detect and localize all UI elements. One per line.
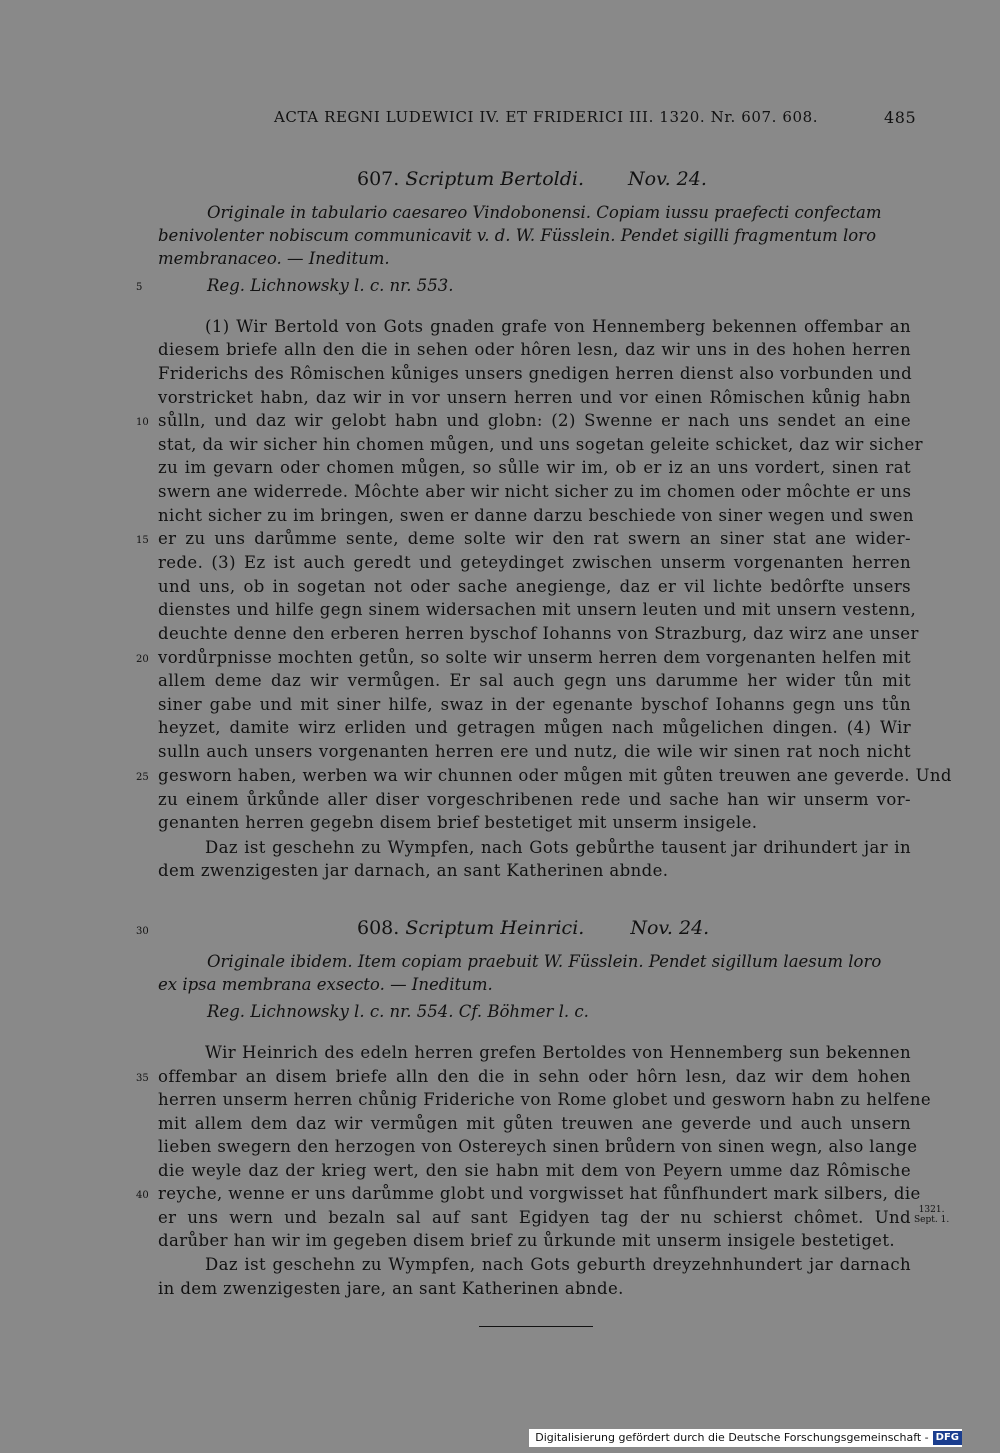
doc-608-text-line: offembar an disem briefe alln den die in sehn oder hôrn lesn, daz wir dem hohen <box>158 1067 911 1086</box>
doc-607-text-line: zu im gevarn oder chomen můgen, so sůlle wir im, ob er iz an uns vordert, sinen rat <box>158 458 911 477</box>
doc-607-date: Nov. 24. <box>628 168 707 190</box>
doc-607-text-line: dienstes und hilfe gegn sinem widersachen mit unsern leuten und mit unsern vestenn, <box>158 600 917 619</box>
doc-608-text-line: Wir Heinrich des edeln herren grefen Bertoldes von Hennemberg sun bekennen <box>205 1043 911 1062</box>
line-number: 25 <box>136 772 149 783</box>
doc-607-source-line: benivolenter nobiscum communicavit v. d. W. Füsslein. Pendet sigilli fragmentum loro <box>158 226 876 245</box>
doc-607-text-line: heyzet, damite wirz erliden und getragen můgen nach můgelichen dingen. (4) Wir <box>158 718 911 737</box>
page-number: 485 <box>884 108 917 127</box>
doc-607-text-line: vorstricket habn, daz wir in vor unsern herren und vor einen Rômischen kůnig habn <box>158 388 911 407</box>
line-number: 5 <box>136 282 143 293</box>
doc-608-text-line: darůber han wir im gegeben disem brief zu ůrkunde mit unserm insigele bestetiget. <box>158 1231 895 1250</box>
doc-607-text-line: nicht sicher zu im bringen, swen er danne darzu beschiede von siner wegen und swen <box>158 506 914 525</box>
doc-608-closing-line: in dem zwenzigesten jare, an sant Katherinen abnde. <box>158 1279 624 1298</box>
doc-607-source-line: membranaceo. — Ineditum. <box>158 249 390 268</box>
doc-608-number: 608. <box>357 917 400 939</box>
doc-607-closing-line: Daz ist geschehn zu Wympfen, nach Gots gebůrthe tausent jar drihundert jar in <box>205 838 911 857</box>
doc-608-text-line: herren unserm herren chůnig Frideriche von Rome globet und gesworn habn zu helfene <box>158 1090 932 1109</box>
margin-date-note <box>914 1205 949 1225</box>
margin-year: 1321. <box>918 1205 945 1215</box>
line-number: 15 <box>136 535 149 546</box>
doc-607-number: 607. <box>357 168 400 190</box>
doc-607-text-line: sůlln, und daz wir gelobt habn und globn: (2) Swenne er nach uns sendet an eine <box>158 411 911 430</box>
doc-607-text-line: diesem briefe alln den die in sehen oder hôren lesn, daz wir uns in des hohen herren <box>158 340 911 359</box>
footer-bar <box>529 1429 962 1447</box>
doc-608-date: Nov. 24. <box>630 917 710 939</box>
running-header: ACTA REGNI LUDEWICI IV. ET FRIDERICI III. 1320. Nr. 607. 608. <box>274 108 819 126</box>
line-number: 30 <box>136 926 149 937</box>
doc-607-text-line: vordůrpnisse mochten getůn, so solte wir unserm herren dem vorgenanten helfen mit <box>158 648 911 667</box>
margin-day: Sept. 1. <box>914 1215 950 1225</box>
doc-608-text-line: reyche, wenne er uns darůmme globt und vorgwisset hat fůnfhundert mark silbers, die <box>158 1184 921 1203</box>
doc-608-text-line: die weyle daz der krieg wert, den sie habn mit dem von Peyern umme daz Rômische <box>158 1161 911 1180</box>
doc-607-regest: Reg. Lichnowsky l. c. nr. 553. <box>207 276 454 295</box>
doc-607-text-line: zu einem ůrkůnde aller diser vorgeschribenen rede und sache han wir unserm vor- <box>158 790 911 809</box>
line-number: 10 <box>136 417 149 428</box>
doc-608-closing-line: Daz ist geschehn zu Wympfen, nach Gots geburth dreyzehnhundert jar darnach <box>205 1255 911 1274</box>
doc-608-regest: Reg. Lichnowsky l. c. nr. 554. Cf. Böhmer l. c. <box>207 1002 589 1021</box>
doc-607-text-line: sulln auch unsers vorgenanten herren ere und nutz, die wile wir sinen rat noch nicht <box>158 742 911 761</box>
doc-608-text-line: mit allem dem daz wir vermůgen mit gůten treuwen ane geverde und auch unsern <box>158 1114 911 1133</box>
doc-607-closing-line: dem zwenzigesten jar darnach, an sant Katherinen abnde. <box>158 861 669 880</box>
doc-607-text-line: rede. (3) Ez ist auch geredt und geteydinget zwischen unserm vorgenanten herren <box>158 553 911 572</box>
doc-608-source-line: ex ipsa membrana exsecto. — Ineditum. <box>158 975 493 994</box>
line-number: 40 <box>136 1190 149 1201</box>
closing-rule <box>479 1326 593 1327</box>
doc-607-text-line: er zu uns darůmme sente, deme solte wir den rat swern an siner stat ane wider- <box>158 529 911 548</box>
doc-607-text-line: (1) Wir Bertold von Gots gnaden grafe von Hennemberg bekennen offembar an <box>205 317 911 336</box>
doc-607-text-line: genanten herren gegebn disem brief bestetiget mit unserm insigele. <box>158 813 758 832</box>
doc-608-text-line: er uns wern und bezaln sal auf sant Egidyen tag der nu schierst chômet. Und <box>158 1208 911 1227</box>
doc-608-heading <box>357 917 709 939</box>
doc-607-source-line: Originale in tabulario caesareo Vindobonensi. Copiam iussu praefecti confectam <box>207 203 882 222</box>
doc-607-text-line: gesworn haben, werben wa wir chunnen oder můgen mit gůten treuwen ane geverde. Und <box>158 766 952 785</box>
dfg-logo: DFG <box>933 1431 962 1445</box>
doc-607-text-line: siner gabe und mit siner hilfe, swaz in der egenante byschof Iohanns gegn uns tůn <box>158 695 911 714</box>
doc-608-text-line: lieben swegern den herzogen von Ostereych sinen brůdern von sinen wegn, also lange <box>158 1137 918 1156</box>
line-number: 20 <box>136 654 149 665</box>
doc-607-text-line: Friderichs des Rômischen kůniges unsers gnedigen herren dienst also vorbunden und <box>158 364 913 383</box>
doc-607-text-line: allem deme daz wir vermůgen. Er sal auch gegn uns darumme her wider tůn mit <box>158 671 911 690</box>
doc-607-text-line: und uns, ob in sogetan not oder sache anegienge, daz er vil lichte bedôrfte unsers <box>158 577 911 596</box>
doc-607-text-line: deuchte denne den erberen herren byschof Iohanns von Strazburg, daz wirz ane unser <box>158 624 919 643</box>
footer-text: Digitalisierung gefördert durch die Deutsche Forschungsgemeinschaft - <box>535 1431 929 1444</box>
doc-607-text-line: stat, da wir sicher hin chomen můgen, und uns sogetan geleite schicket, daz wir sicher <box>158 435 923 454</box>
doc-608-source-line: Originale ibidem. Item copiam praebuit W. Füsslein. Pendet sigillum laesum loro <box>207 952 882 971</box>
doc-607-heading <box>357 168 707 190</box>
doc-608-title: Scriptum Heinrici. <box>405 917 585 939</box>
line-number: 35 <box>136 1073 149 1084</box>
doc-607-text-line: swern ane widerrede. Môchte aber wir nicht sicher zu im chomen oder môchte er uns <box>158 482 912 501</box>
doc-607-title: Scriptum Bertoldi. <box>405 168 584 190</box>
